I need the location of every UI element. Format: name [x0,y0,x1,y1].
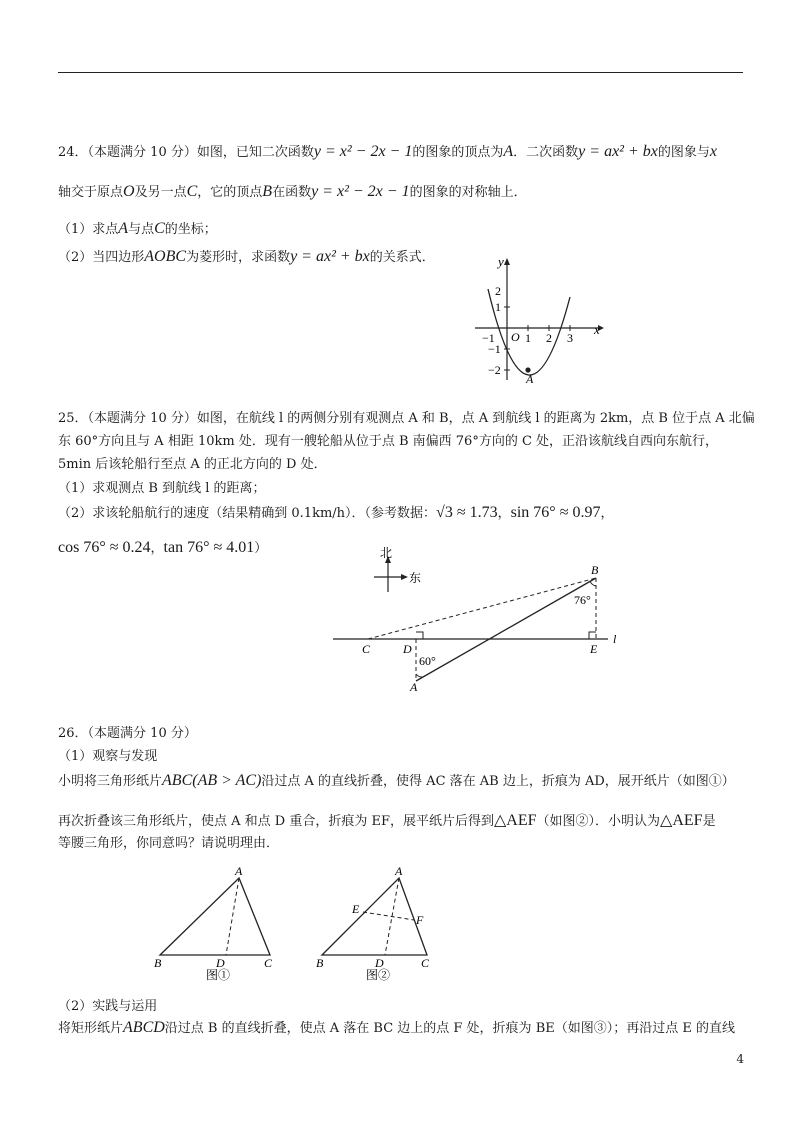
route-label-l: l [613,632,617,646]
q26-section-1: （1）观察与发现 [58,749,158,764]
tick-label-y-2: 2 [495,284,501,298]
segment-ab [416,578,596,681]
segment-cb-dashed [368,578,596,639]
q25-navigation-figure [330,545,630,695]
fig2-point-d: D [375,956,384,970]
q24-line-1: 24．（本题满分 10 分）如图，已知二次函数y = x² − 2x − 1的图象的顶点为A．二次函数y = ax² + bx的图象与x [58,143,717,160]
fig1-point-a: A [235,864,243,878]
y-axis-arrow-icon [504,258,510,265]
angle-arc-a [416,674,422,677]
q24-parabola-figure [470,255,610,385]
fig2-caption: 图② [366,968,391,982]
q26-section-2: （2）实践与运用 [58,999,158,1014]
angle-60-label: 60° [419,654,436,668]
triangle-abc [160,878,270,955]
x-axis-label: x [594,322,600,337]
angle-76-label: 76° [574,593,591,607]
fig2-point-b: B [316,956,324,970]
q25-line-2: 东 60°方向且与 A 相距 10km 处．现有一艘轮船从位于点 B 南偏西 76°方向的 C 处，正沿该航线自西向东航行， [58,434,719,449]
q25-part-2: （2）求该轮船航行的速度（结果精确到 0.1km/h）．（参考数据：√3 ≈ 1.73，sin 76° ≈ 0.97， [58,504,614,521]
fig2-point-c: C [421,956,430,970]
tick-label-y-m2: −2 [488,363,501,377]
q26-line-4: 将矩形纸片ABCD沿过点 B 的直线折叠，使点 A 落在 BC 边上的点 F 处，折痕为 BE（如图③）；再沿过点 E 的直线 [58,1019,735,1036]
triangle-abc-2 [322,878,427,955]
page-number: 4 [736,1052,744,1066]
compass-east-label: 东 [409,571,422,585]
fig1-point-c: C [264,956,273,970]
compass-north-label: 北 [380,546,393,560]
y-axis-label: y [498,254,504,269]
right-angle-e [589,632,596,639]
angle-arc-b [590,581,596,586]
tick-label-x-2: 2 [546,331,552,345]
tick-label-y-m1: −1 [488,342,501,356]
fig2-point-f: F [416,913,424,927]
q26-figure-2 [312,862,447,987]
q26-line-2: 再次折叠该三角形纸片，使点 A 和点 D 重合，折痕为 EF，展平纸片后得到△AEF（如图②）．小明认为△AEF是 [58,812,716,829]
tick-label-x-3: 3 [567,331,573,345]
point-e-label: E [590,642,598,656]
vertex-label: A [526,372,534,386]
point-b-label: B [591,563,599,577]
point-d-label: D [403,642,412,656]
point-a-label: A [410,680,418,694]
tick-label-x-m1: −1 [482,331,495,345]
origin-label: O [511,330,520,344]
q24-part-2: （2）当四边形AOBC为菱形时，求函数y = ax² + bx的关系式． [58,248,435,265]
fig1-point-d: D [216,956,225,970]
q25-reference-data: cos 76° ≈ 0.24，tan 76° ≈ 4.01） [58,539,268,556]
q25-line-1: 25．（本题满分 10 分）如图，在航线 l 的两侧分别有观测点 A 和 B，点 A 到航线 l 的距离为 2km，点 B 位于点 A 北偏 [58,411,755,426]
q26-title: 26．（本题满分 10 分） [58,726,197,741]
fig1-caption: 图① [206,968,231,982]
q25-part-1: （1）求观测点 B 到航线 l 的距离； [58,481,266,496]
q24-line-2: 轴交于原点O及另一点C，它的顶点B在函数y = x² − 2x − 1的图象的对称轴上． [58,183,527,200]
right-angle-d [416,632,423,639]
q24-part-1: （1）求点A与点C的坐标； [58,220,217,237]
fig2-point-e: E [352,902,360,916]
fig2-point-a: A [395,864,403,878]
tick-label-y-1: 1 [495,300,501,314]
tick-label-x-1: 1 [525,331,531,345]
compass-east-arrow-icon [401,574,408,580]
q26-figure-1 [150,862,285,987]
header-rule [58,72,743,73]
fold-ef-dashed [363,912,414,920]
q26-line-1: 小明将三角形纸片ABC(AB > AC)沿过点 A 的直线折叠，使得 AC 落在 AB 边上，折痕为 AD，展开纸片（如图①） [58,772,735,789]
q26-line-3: 等腰三角形，你同意吗？请说明理由． [58,836,280,851]
point-c-label: C [362,642,371,656]
fig1-point-b: B [154,956,162,970]
q25-line-3: 5min 后该轮船行至点 A 的正北方向的 D 处． [58,457,327,472]
